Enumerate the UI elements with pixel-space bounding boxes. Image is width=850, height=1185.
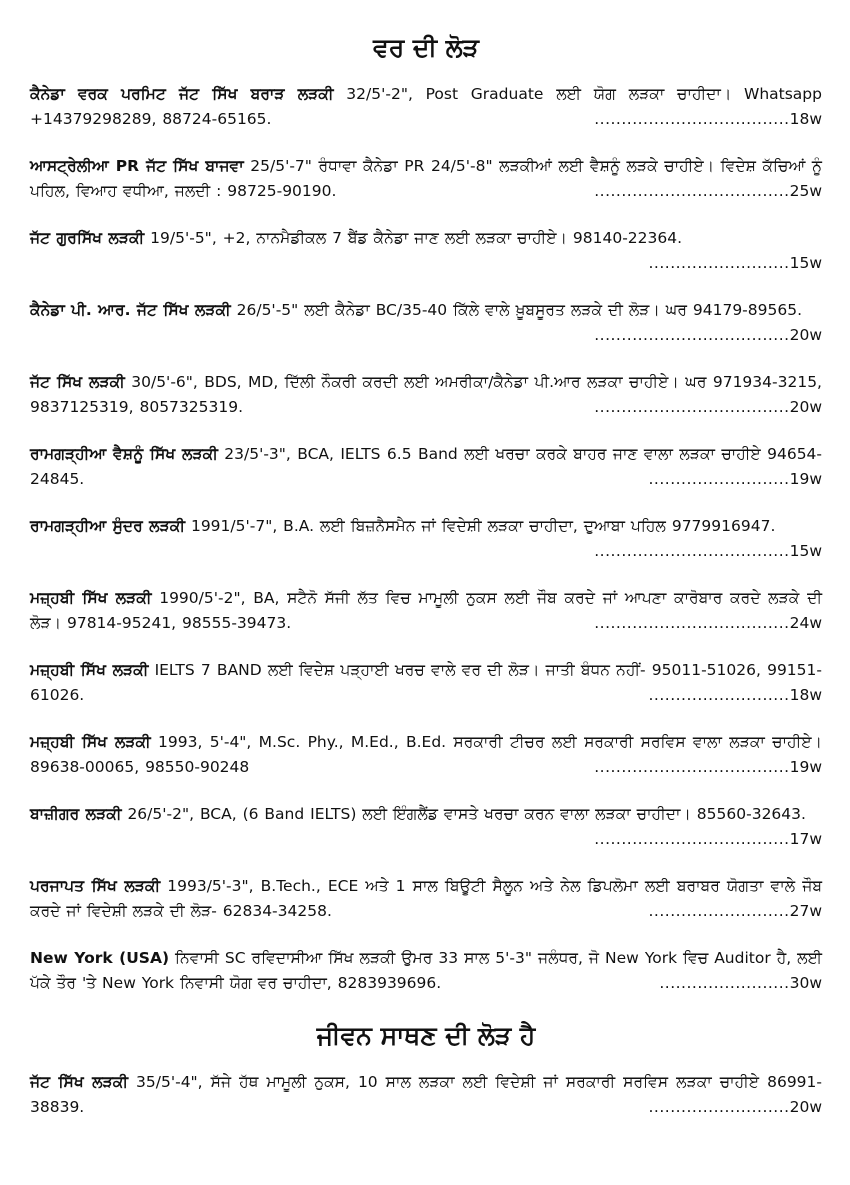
ad-code-text: 18w [789, 109, 822, 128]
ad-body-text: 32/5'-2", Post Graduate ਲਈ ਯੋਗ ਲੜਕਾ ਚਾਹੀਦਾ। Whatsapp +14379298289, 88724-65165. [30, 84, 822, 128]
ad-body-text: IELTS 7 BAND ਲਈ ਵਿਦੇਸ਼ ਪੜ੍ਹਾਈ ਖਰਚ ਵਾਲੇ ਵਰ ਦੀ ਲੋੜ। ਜਾਤੀ ਬੰਧਨ ਨਹੀਂ- 95011-51026, 99151-61026. [30, 660, 822, 704]
ad-lead-text: ਕੈਨੇਡਾ ਵਰਕ ਪਰਮਿਟ ਜੱਟ ਸਿੱਖ ਬਰਾੜ ਲੜਕੀ [30, 84, 334, 103]
ad-body-text: 25/5'-7" ਰੰਧਾਵਾ ਕੈਨੇਡਾ PR 24/5'-8" ਲੜਕੀਆਂ ਲਈ ਵੈਸ਼ਨੂੰ ਲੜਕੇ ਚਾਹੀਏ। ਵਿਦੇਸ਼ ਕੱਚਿਆਂ ਨੂੰ ਪਹਿਲ, ਵਿਆਹ ਵਧੀਆ, ਜਲਦੀ : 98725-90190. [30, 156, 823, 200]
dot-leader: .......................... [648, 685, 790, 704]
classified-ad [30, 82, 822, 132]
ad-code [642, 1095, 822, 1120]
ad-code-text: 20w [789, 1097, 822, 1116]
ad-code-text: 15w [789, 253, 822, 272]
ad-body-text: 26/5'-2", BCA, (6 Band IELTS) ਲਈ ਇੰਗਲੈਂਡ ਵਾਸਤੇ ਖਰਚਾ ਕਰਨ ਵਾਲਾ ਲੜਕਾ ਚਾਹੀਦਾ। 85560-32643. [121, 804, 806, 823]
ad-code [588, 611, 822, 636]
classified-ad [30, 946, 822, 996]
dot-leader: .................................... [594, 325, 790, 344]
ad-code-text: 20w [789, 325, 822, 344]
bride-wanted-ads [30, 1070, 822, 1120]
dot-leader: .................................... [594, 757, 790, 776]
ad-code [588, 395, 822, 420]
dot-leader: .................................... [594, 109, 790, 128]
ad-code-text: 18w [789, 685, 822, 704]
classified-ad [30, 154, 822, 204]
ad-code-text: 30w [789, 973, 822, 992]
ad-body-text: 19/5'-5", +2, ਨਾਨਮੈਡੀਕਲ 7 ਬੈਂਡ ਕੈਨੇਡਾ ਜਾਣ ਲਈ ਲੜਕਾ ਚਾਹੀਏ। 98140-22364. [144, 228, 683, 247]
dot-leader: .......................... [648, 1097, 790, 1116]
ad-code-text: 27w [789, 901, 822, 920]
classified-ad [30, 658, 822, 708]
ad-code-text: 25w [789, 181, 822, 200]
ad-code [588, 539, 822, 564]
ad-body-text: 1990/5'-2", BA, ਸਟੈਨੋ ਸੱਜੀ ਲੱਤ ਵਿਚ ਮਾਮੂਲੀ ਨੁਕਸ ਲਈ ਜੌਬ ਕਰਦੇ ਜਾਂ ਆਪਣਾ ਕਾਰੋਬਾਰ ਕਰਦੇ ਲੜਕੇ ਦੀ ਲੋੜ। 97814-95241, 98555-39473. [30, 588, 822, 632]
groom-wanted-ads [30, 82, 822, 996]
classified-ad [30, 514, 822, 564]
ad-body-text: 1991/5'-7", B.A. ਲਈ ਬਿਜ਼ਨੈਸਮੈਨ ਜਾਂ ਵਿਦੇਸ਼ੀ ਲੜਕਾ ਚਾਹੀਦਾ, ਦੁਆਬਾ ਪਹਿਲ 9779916947. [185, 516, 776, 535]
ad-code [642, 899, 822, 924]
section-title-groom-wanted: ਵਰ ਦੀ ਲੋੜ [373, 33, 479, 62]
dot-leader: .................................... [594, 181, 790, 200]
ad-body-text: 1993/5'-3", B.Tech., ECE ਅਤੇ 1 ਸਾਲ ਬਿਊਟੀ ਸੈਲੂਨ ਅਤੇ ਨੇਲ ਡਿਪਲੋਮਾ ਲਈ ਬਰਾਬਰ ਯੋਗਤਾ ਵਾਲੇ ਜੌਬ ਕਰਦੇ ਜਾਂ ਵਿਦੇਸ਼ੀ ਲੜਕੇ ਦੀ ਲੋੜ- 62834-34258. [30, 876, 822, 920]
ad-body-text: 30/5'-6", BDS, MD, ਦਿੱਲੀ ਨੌਕਰੀ ਕਰਦੀ ਲਈ ਅਮਰੀਕਾ/ਕੈਨੇਡਾ ਪੀ.ਆਰ ਲੜਕਾ ਚਾਹੀਏ। ਘਰ 971934-3215, 9837125319, 8057325319. [30, 372, 822, 416]
ad-code [588, 755, 822, 780]
ad-code [642, 467, 822, 492]
ad-code-text: 19w [789, 757, 822, 776]
ad-body-text: 26/5'-5" ਲਈ ਕੈਨੇਡਾ BC/35-40 ਕਿੱਲੇ ਵਾਲੇ ਖ਼ੂਬਸੂਰਤ ਲੜਕੇ ਦੀ ਲੋੜ। ਘਰ 94179-89565. [230, 300, 803, 319]
section-title-bride-wanted: ਜੀਵਨ ਸਾਥਣ ਦੀ ਲੋੜ ਹੈ [316, 1020, 536, 1050]
classified-ad [30, 586, 822, 636]
dot-leader: .......................... [648, 469, 790, 488]
ad-code [653, 971, 822, 996]
classified-ad [30, 874, 822, 924]
ad-code [588, 179, 822, 204]
dot-leader: ........................ [659, 973, 790, 992]
ad-body-text: 35/5'-4", ਸੱਜੇ ਹੱਥ ਮਾਮੂਲੀ ਨੁਕਸ, 10 ਸਾਲ ਲੜਕਾ ਲਈ ਵਿਦੇਸ਼ੀ ਜਾਂ ਸਰਕਾਰੀ ਸਰਵਿਸ ਲੜਕਾ ਚਾਹੀਏ 86991-38839. [30, 1072, 822, 1116]
ad-code-text: 17w [789, 829, 822, 848]
classified-ad [30, 802, 822, 852]
classified-ad [30, 442, 822, 492]
classified-ad [30, 226, 822, 276]
ad-lead-text: ਜੱਟ ਸਿੱਖ ਲੜਕੀ [30, 1072, 129, 1091]
ad-lead-text: ਆਸਟ੍ਰੇਲੀਆ PR ਜੱਟ ਸਿੱਖ ਬਾਜਵਾ [30, 156, 244, 175]
ad-body-text: 1993, 5'-4", M.Sc. Phy., M.Ed., B.Ed. ਸਰਕਾਰੀ ਟੀਚਰ ਲਈ ਸਰਕਾਰੀ ਸਰਵਿਸ ਵਾਲਾ ਲੜਕਾ ਚਾਹੀਏ। 89638-00065, 98550-90248 [30, 732, 822, 776]
ad-code [642, 251, 822, 276]
ad-code [642, 683, 822, 708]
ad-lead-text: ਜੱਟ ਗੁਰਸਿੱਖ ਲੜਕੀ [30, 228, 145, 247]
classified-ad [30, 298, 822, 348]
ad-lead-text: ਰਾਮਗੜ੍ਹੀਆ ਸੁੰਦਰ ਲੜਕੀ [30, 516, 186, 535]
ad-body-text: 23/5'-3", BCA, IELTS 6.5 Band ਲਈ ਖਰਚਾ ਕਰਕੇ ਬਾਹਰ ਜਾਣ ਵਾਲਾ ਲੜਕਾ ਚਾਹੀਏ 94654-24845. [30, 444, 823, 488]
dot-leader: .................................... [594, 541, 790, 560]
ad-lead-text: ਬਾਜ਼ੀਗਰ ਲੜਕੀ [30, 804, 122, 823]
ad-lead-text: ਪਰਜਾਪਤ ਸਿੱਖ ਲੜਕੀ [30, 876, 161, 895]
ad-lead-text: ਮਜ਼੍ਹਬੀ ਸਿੱਖ ਲੜਕੀ [30, 732, 151, 751]
classified-ad [30, 370, 822, 420]
ad-lead-text: New York (USA) [30, 948, 170, 967]
dot-leader: .......................... [648, 901, 790, 920]
dot-leader: .................................... [594, 397, 790, 416]
ad-body-text: ਨਿਵਾਸੀ SC ਰਵਿਦਾਸੀਆ ਸਿੱਖ ਲੜਕੀ ਉਮਰ 33 ਸਾਲ 5'-3" ਜਲੰਧਰ, ਜੋ New York ਵਿਚ Auditor ਹੈ, ਲਈ ਪੱਕੇ ਤੌਰ 'ਤੇ New York ਨਿਵਾਸੀ ਯੋਗ ਵਰ ਚਾਹੀਦਾ, 8283939696. [30, 948, 822, 992]
classified-ad [30, 1070, 822, 1120]
ad-code-text: 24w [789, 613, 822, 632]
ad-code-text: 15w [789, 541, 822, 560]
ad-lead-text: ਮਜ਼੍ਹਬੀ ਸਿੱਖ ਲੜਕੀ [30, 588, 152, 607]
ad-code-text: 19w [789, 469, 822, 488]
ad-lead-text: ਮਜ਼੍ਹਬੀ ਸਿੱਖ ਲੜਕੀ [30, 660, 149, 679]
dot-leader: .................................... [594, 613, 790, 632]
classified-ad [30, 730, 822, 780]
ad-code [588, 827, 822, 852]
ad-lead-text: ਜੱਟ ਸਿੱਖ ਲੜਕੀ [30, 372, 125, 391]
ad-code [588, 107, 822, 132]
dot-leader: .......................... [648, 253, 790, 272]
ad-code [588, 323, 822, 348]
ad-lead-text: ਕੈਨੇਡਾ ਪੀ. ਆਰ. ਜੱਟ ਸਿੱਖ ਲੜਕੀ [30, 300, 231, 319]
ad-lead-text: ਰਾਮਗੜ੍ਹੀਆ ਵੈਸ਼ਨੂੰ ਸਿੱਖ ਲੜਕੀ [30, 444, 218, 463]
ad-code-text: 20w [789, 397, 822, 416]
dot-leader: .................................... [594, 829, 790, 848]
